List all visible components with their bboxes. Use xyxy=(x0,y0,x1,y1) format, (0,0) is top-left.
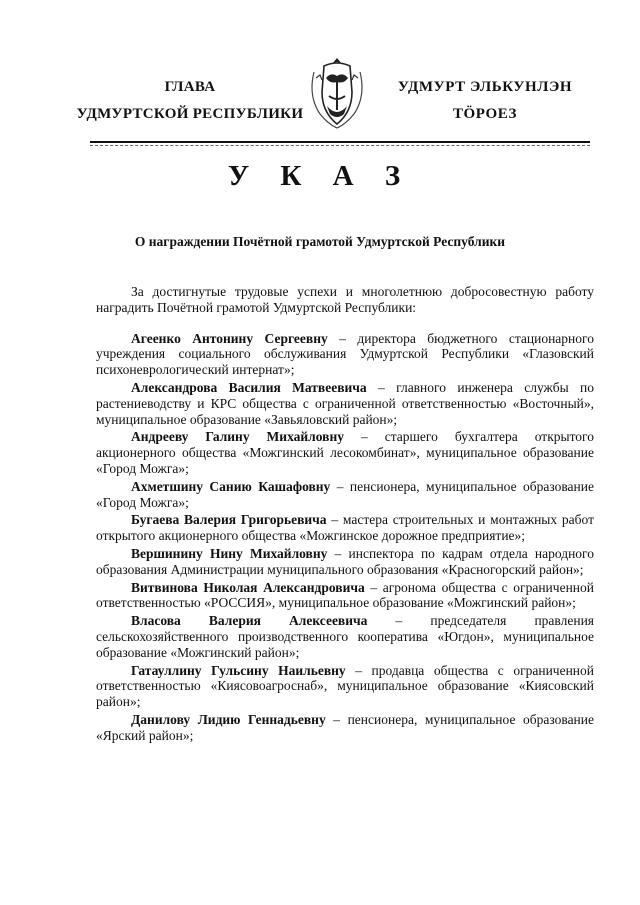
awardee-description: – пенсионера, муниципальное образование «Город Можга»; xyxy=(96,478,594,510)
header-right xyxy=(380,74,590,128)
awardee-entry xyxy=(96,663,594,710)
awardee-name: Вершинину Нину Михайловну xyxy=(131,545,328,561)
awardee-entry xyxy=(96,580,594,612)
awardee-entry xyxy=(96,331,594,378)
header-divider-thick xyxy=(90,141,590,143)
header-right-line1: УДМУРТ ЭЛЬКУНЛЭН xyxy=(397,79,573,95)
decree-subject: О награждении Почётной грамотой Удмуртской Республики xyxy=(134,234,506,249)
decree-body xyxy=(96,284,594,746)
awardee-name: Агеенко Антонину Сергеевну xyxy=(131,330,328,346)
awardee-name: Александрова Василия Матвеевича xyxy=(131,379,367,395)
awardee-description: – агронома общества с ограниченной ответственностью «РОССИЯ», муниципальное образование «Можгинский район»; xyxy=(96,579,594,611)
awardee-name: Бугаева Валерия Григорьевича xyxy=(131,512,327,528)
header-left xyxy=(70,74,310,128)
intro-paragraph: За достигнутые трудовые успехи и многолетнюю добросовестную работу наградить Почётной грамотой Удмуртской Республики: xyxy=(96,284,594,315)
header-left-line2: УДМУРТСКОЙ РЕСПУБЛИКИ xyxy=(76,106,304,122)
awardee-entry xyxy=(96,479,594,511)
awardee-description: – старшего бухгалтера открытого акционерного общества «Можгинский лесокомбинат», муниципальное образование «Город Можга»; xyxy=(96,429,594,476)
awardee-description: – директора бюджетного стационарного учреждения социального обслуживания Удмуртской Республики «Глазовский психоневрологический интернат»; xyxy=(96,330,594,378)
awardee-description: – главного инженера службы по растениеводству и КРС общества с ограниченной ответственностью «Восточный», муниципальное образование «Завьяловский район»; xyxy=(96,379,594,427)
awardee-entry xyxy=(96,613,594,660)
awardee-name: Витвинова Николая Александровича xyxy=(131,579,365,595)
header-right-line2: ТӦРОЕЗ xyxy=(452,106,518,122)
awardee-entry xyxy=(96,429,594,476)
awardee-description: – председателя правления сельскохозяйственного производственного кооператива «Югдон», муниципальное образование «Можгинский район»; xyxy=(96,613,594,660)
awardee-name: Власова Валерия Алексеевича xyxy=(131,613,368,629)
header-left-line1: ГЛАВА xyxy=(164,79,216,95)
udmurt-coat-of-arms-icon xyxy=(304,56,370,130)
awardee-description: – продавца общества с ограниченной ответственностью «Киясовоагроснаб», муниципальное образование «Киясовский район»; xyxy=(96,662,594,710)
header-divider-thin xyxy=(90,145,590,146)
awardee-entry xyxy=(96,546,594,578)
awardee-description: – пенсионера, муниципальное образование «Ярский район»; xyxy=(96,711,594,743)
awardee-name: Гатауллину Гульсину Наильевну xyxy=(131,662,346,678)
awardee-description: – инспектора по кадрам отдела народного образования Администрации муниципального образования «Красногорский район»; xyxy=(96,545,595,577)
awardee-name: Данилову Лидию Геннадьевну xyxy=(131,711,326,727)
awardee-name: Ахметшину Санию Кашафовну xyxy=(131,478,331,494)
awardee-name: Андрееву Галину Михайловну xyxy=(131,429,344,445)
awardee-entry xyxy=(96,512,594,544)
awardee-entry xyxy=(96,380,594,427)
document-title: У К А З xyxy=(227,160,413,192)
awardee-entry xyxy=(96,712,594,744)
awardee-description: – мастера строительных и монтажных работ открытого акционерного общества «Можгинское дорожное предприятие»; xyxy=(96,512,595,544)
